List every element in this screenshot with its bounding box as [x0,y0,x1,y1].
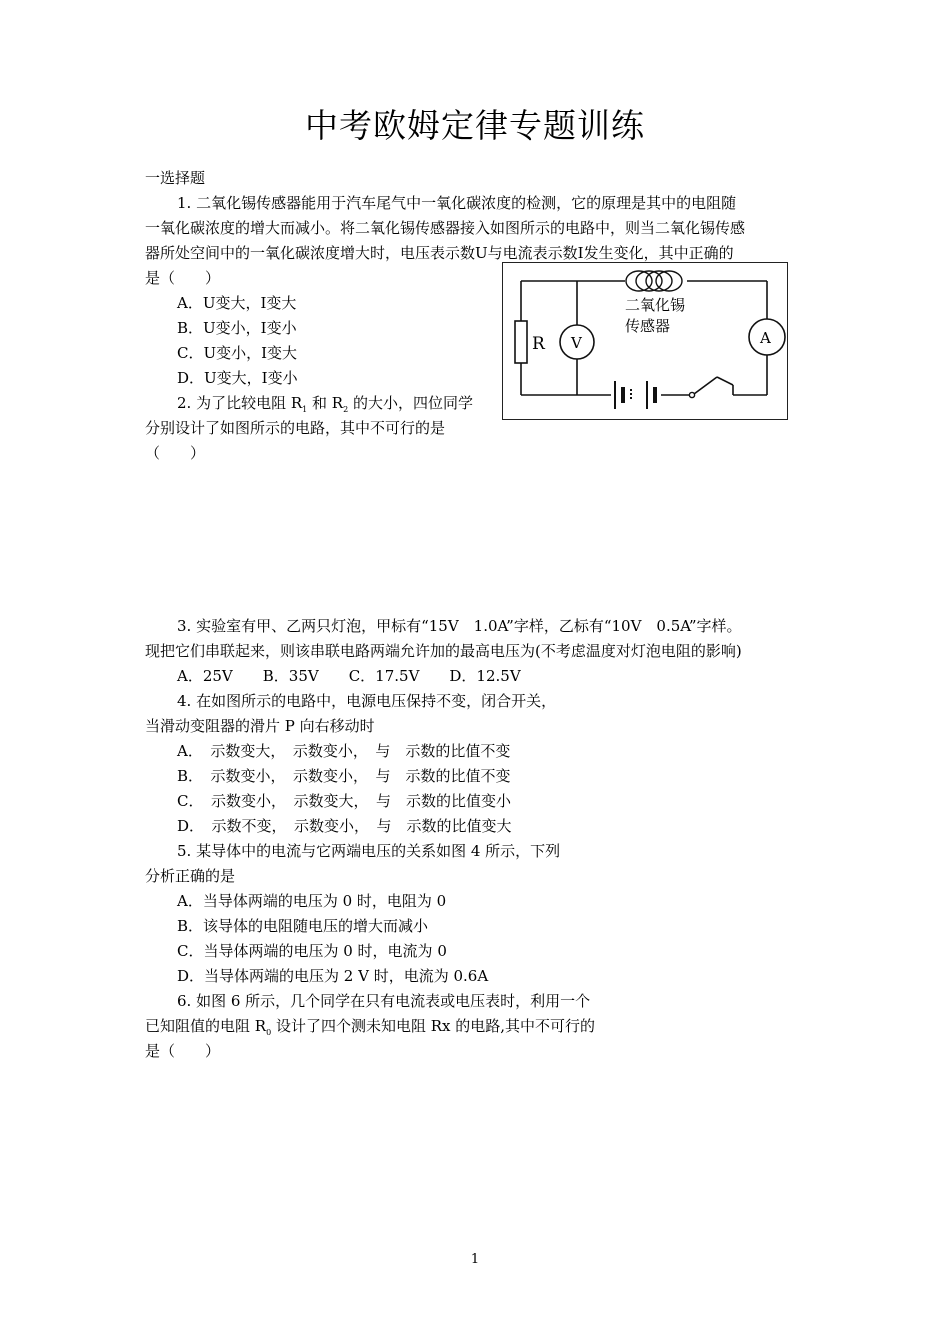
circuit-diagram [503,263,787,419]
q3-line-1: 3. 实验室有甲、乙两只灯泡，甲标有“15V 1.0A”字样，乙标有“10V 0.5A”字样。 [177,617,742,635]
q3-line-2: 现把它们串联起来，则该串联电路两端允许加的最高电压为(不考虑温度对灯泡电阻的影响) [145,642,742,660]
q1-circuit-figure [502,262,788,420]
q2-text-c: 的大小，四位同学 [348,394,473,412]
q2-text-a: 2. 为了比较电阻 R [177,394,303,412]
q1-line-1: 1. 二氧化锡传感器能用于汽车尾气中一氧化碳浓度的检测，它的原理是其中的电阻随 [177,194,737,212]
q4-option-d: D． 示数不变， 示数变小， 与 示数的比值变大 [177,817,512,835]
q6-text-a: 已知阻值的电阻 R [145,1017,267,1035]
q1-option-c: C．U变小，I变大 [177,344,298,362]
q1-option-b: B．U变小，I变小 [177,319,297,337]
q5-line-2: 分析正确的是 [145,867,236,885]
q4-option-a: A． 示数变大， 示数变小， 与 示数的比值不变 [177,742,511,760]
q4-option-c: C． 示数变小， 示数变大， 与 示数的比值变小 [177,792,511,810]
section-heading: 一选择题 [145,169,206,187]
q6-sub: 0 [266,1028,272,1037]
q2-sub-1: 1 [302,405,308,414]
sensor-icon [626,271,682,291]
q6-text-b: 设计了四个测未知电阻 Rx 的电路,其中不可行的 [271,1017,595,1035]
battery-icon [615,381,655,409]
q6-line-3: 是（ ） [145,1042,221,1060]
q1-line-4: 是（ ） [145,269,221,287]
q4-line-1: 4. 在如图所示的电路中，电源电压保持不变，闭合开关， [177,692,557,710]
q2-sub-2: 2 [343,405,349,414]
resistor-icon [515,321,527,363]
q5-line-1: 5. 某导体中的电流与它两端电压的关系如图 4 所示，下列 [177,842,561,860]
switch-icon [689,377,733,398]
resistor-label: R [532,334,545,354]
q5-option-d: D．当导体两端的电压为 2 V 时，电流为 0.6A [177,967,489,985]
q1-option-a: A．U变大，I变大 [177,294,297,312]
q1-line-2: 一氧化碳浓度的增大而减小。将二氧化锡传感器接入如图所示的电路中，则当二氧化锡传感 [145,219,746,237]
q2-line-3: （ ） [145,444,206,462]
q1-option-d: D．U变大，I变小 [177,369,298,387]
q5-option-a: A．当导体两端的电压为 0 时，电阻为 0 [177,892,447,910]
sensor-label-line-1: 二氧化锡 [625,296,686,314]
q2-line-2: 分别设计了如图所示的电路，其中不可行的是 [145,419,446,437]
q2-text-b: 和 R [307,394,344,412]
page-number: 1 [470,1252,480,1267]
q6-line-1: 6. 如图 6 所示，几个同学在只有电流表或电压表时，利用一个 [177,992,591,1010]
sensor-label-line-2: 传感器 [625,317,671,335]
ammeter-label: A [760,329,771,347]
voltmeter-label: V [571,334,582,352]
q4-line-2: 当滑动变阻器的滑片 P 向右移动时 [145,717,375,735]
page-title: 中考欧姆定律专题训练 [305,106,645,145]
q5-option-b: B．该导体的电阻随电压的增大而减小 [177,917,429,935]
q5-option-c: C．当导体两端的电压为 0 时，电流为 0 [177,942,447,960]
q3-options: A．25V B．35V C．17.5V D．12.5V [177,667,521,685]
q4-option-b: B． 示数变小， 示数变小， 与 示数的比值不变 [177,767,511,785]
q1-line-3: 器所处空间中的一氧化碳浓度增大时，电压表示数U与电流表示数I发生变化，其中正确的 [145,244,734,262]
